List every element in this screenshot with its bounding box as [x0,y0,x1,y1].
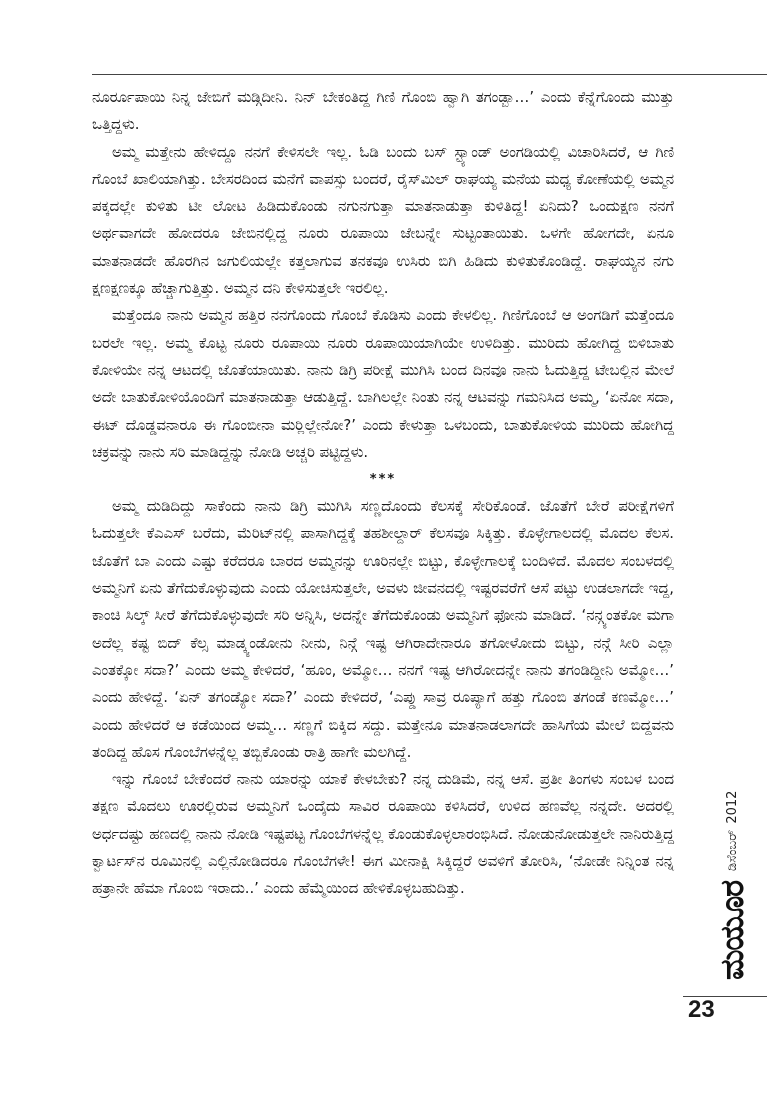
paragraph-3: ಮತ್ತೆಂದೂ ನಾನು ಅಮ್ಮನ ಹತ್ತಿರ ನನಗೊಂದು ಗೊಂಬೆ ಕೊಡಿಸು ಎಂದು ಕೇಳಲಿಲ್ಲ. ಗಿಣಿಗೊಂಬೆ ಆ ಅಂಗಡಿಗೆ ಮತ್ತೆಂದೂ ಬರಲೇ ಇಲ್ಲ. ಅಮ್ಮ ಕೊಟ್ಟ ನೂರು ರೂಪಾಯಿ ನೂರು ರೂಪಾಯಿಯಾಗಿಯೇ ಉಳಿದಿತ್ತು. ಮುರಿದು ಹೋಗಿದ್ದ ಬಿಳಿಬಾತು ಕೋಳಿಯೇ ನನ್ನ ಆಟದಲ್ಲಿ ಜೊತೆಯಾಯಿತು. ನಾನು ಡಿಗ್ರಿ ಪರೀಕ್ಷೆ ಮುಗಿಸಿ ಬಂದ ದಿನವೂ ನಾನು ಓದುತ್ತಿದ್ದ ಟೇಬಲ್ಲಿನ ಮೇಲೆ ಅದೇ ಬಾತುಕೋಳಿಯೊಂದಿಗೆ ಮಾತನಾಡುತ್ತಾ ಆಡುತ್ತಿದ್ದೆ. ಬಾಗಿಲಲ್ಲೇ ನಿಂತು ನನ್ನ ಆಟವನ್ನು ಗಮನಿಸಿದ ಅಮ್ಮ, ‘ಏನೋ ಸದಾ, ಈಟ್ ದೊಡ್ಡವನಾರೂ ಈ ಗೊಂಬೀನಾ ಮರ್‍ಲಿಲ್ಲೇನೋ?’ ಎಂದು ಕೇಳುತ್ತಾ ಒಳಬಂದು, ಬಾತುಕೋಳಿಯ ಮುರಿದು ಹೋಗಿದ್ದ ಚಕ್ರವನ್ನು ನಾನು ಸರಿ ಮಾಡಿದ್ದನ್ನು ನೋಡಿ ಅಚ್ಚರಿ ಪಟ್ಟಿದ್ದಳು. [92,307,674,461]
issue-year: 2012 [725,790,740,824]
page-number: 23 [688,996,715,1023]
paragraph-2: ಅಮ್ಮ ಮತ್ತೇನು ಹೇಳಿದ್ದೂ ನನಗೆ ಕೇಳಿಸಲೇ ಇಲ್ಲ. ಓಡಿ ಬಂದು ಬಸ್ ಸ್ಟ್ಯಾಂಡ್ ಅಂಗಡಿಯಲ್ಲಿ ವಿಚಾರಿಸಿದರೆ, ಆ ಗಿಣಿ ಗೊಂಬೆ ಖಾಲಿಯಾಗಿತ್ತು. ಬೇಸರದಿಂದ ಮನೆಗೆ ವಾಪಸ್ಸು ಬಂದರೆ, ರೈಸ್‌ಮಿಲ್ ರಾಘಯ್ಯ ಮನೆಯ ಮಧ್ಯ ಕೋಣೆಯಲ್ಲಿ ಅಮ್ಮನ ಪಕ್ಕದಲ್ಲೇ ಕುಳಿತು ಟೀ ಲೋಟ ಹಿಡಿದುಕೊಂಡು ನಗುನಗುತ್ತಾ ಮಾತನಾಡುತ್ತಾ ಕುಳಿತಿದ್ದ! ಏನಿದು? ಒಂದುಕ್ಷಣ ನನಗೆ ಅರ್ಥವಾಗದೇ ಹೋದರೂ ಜೇಬಿನಲ್ಲಿದ್ದ ನೂರು ರೂಪಾಯಿ ಜೇಬನ್ನೇ ಸುಟ್ಟಂತಾಯಿತು. ಒಳಗೇ ಹೋಗದೇ, ಏನೂ ಮಾತನಾಡದೇ ಹೊರಗಿನ ಜಗುಲಿಯಲ್ಲೇ ಕತ್ತಲಾಗುವ ತನಕವೂ ಉಸಿರು ಬಿಗಿ ಹಿಡಿದು ಕುಳಿತುಕೊಂಡಿದ್ದೆ. ರಾಘಯ್ಯನ ನಗು ಕ್ಷಣಕ್ಷಣಕ್ಕೂ ಹೆಚ್ಚಾಗುತ್ತಿತ್ತು. ಅಮ್ಮನ ದನಿ ಕೇಳಿಸುತ್ತಲೇ ಇರಲಿಲ್ಲ. [92,143,674,298]
section-separator: *** [369,472,397,488]
top-rule [92,74,767,75]
paragraph-4: ಅಮ್ಮ ದುಡಿದಿದ್ದು ಸಾಕೆಂದು ನಾನು ಡಿಗ್ರಿ ಮುಗಿಸಿ ಸಣ್ಣದೊಂದು ಕೆಲಸಕ್ಕೆ ಸೇರಿಕೊಂಡೆ. ಜೊತೆಗೆ ಬೇರೆ ಪರೀಕ್ಷೆಗಳಿಗೆ ಓದುತ್ತಲೇ ಕೆಎಎಸ್ ಬರೆದು, ಮೆರಿಟ್‌ನಲ್ಲಿ ಪಾಸಾಗಿದ್ದಕ್ಕೆ ತಹಶೀಲ್ದಾರ್ ಕೆಲಸವೂ ಸಿಕ್ಕಿತ್ತು. ಕೊಳ್ಳೇಗಾಲದಲ್ಲಿ ಮೊದಲ ಕೆಲಸ. ಜೊತೆಗೆ ಬಾ ಎಂದು ಎಷ್ಟು ಕರೆದರೂ ಬಾರದ ಅಮ್ಮನನ್ನು ಊರಿನಲ್ಲೇ ಬಿಟ್ಟು, ಕೊಳ್ಳೇಗಾಲಕ್ಕೆ ಬಂದಿಳಿದೆ. ಮೊದಲ ಸಂಬಳದಲ್ಲಿ ಅಮ್ಮನಿಗೆ ಏನು ತೆಗೆದುಕೊಳ್ಳುವುದು ಎಂದು ಯೋಚಿಸುತ್ತಲೇ, ಅವಳು ಜೀವನದಲ್ಲಿ ಇಷ್ಟರವರೆಗೆ ಆಸೆ ಪಟ್ಟು ಉಡಲಾಗದೇ ಇದ್ದ, ಕಾಂಚಿ ಸಿಲ್ಕ್ ಸೀರೆ ತೆಗೆದುಕೊಳ್ಳುವುದೇ ಸರಿ ಅನ್ನಿಸಿ, ಅದನ್ನೇ ತೆಗೆದುಕೊಂಡು ಅಮ್ಮನಿಗೆ ಫೋನು ಮಾಡಿದೆ. ‘ನನ್ಗ್ಯಂತಕೋ ಮಗಾ ಅದೆಲ್ಲ ಕಷ್ಟ ಬಿದ್ ಕೆಲ್ಸ ಮಾಡ್ಕ್ಯಂಡೋನು ನೀನು, ನಿನ್ಗೆ ಇಷ್ಟ ಆಗಿರಾದೇನಾರೂ ತಗೋಳೋದು ಬಿಟ್ಟು, ನನ್ಗೆ ಸೀರಿ ಎಲ್ಲಾ ಎಂತಕ್ಕೋ ಸದಾ?’ ಎಂದು ಅಮ್ಮ ಕೇಳಿದರೆ, ‘ಹೂಂ, ಅಮ್ಮೋ… ನನಗೆ ಇಷ್ಟ ಆಗಿರೋದನ್ನೇ ನಾನು ತಗಂಡಿದ್ದೀನಿ ಅಮ್ಮೋ…’ ಎಂದು ಹೇಳಿದ್ದೆ. ‘ಏನ್ ತಗಂಡ್ಯೋ ಸದಾ?’ ಎಂದು ಕೇಳಿದರೆ, ‘ಎಪ್ಡು ಸಾವ್ರ ರೂಪ್ಯಾಗೆ ಹತ್ತು ಗೊಂಬಿ ತಗಂಡೆ ಕಣಮ್ಮೋ…’ ಎಂದು ಹೇಳಿದರೆ ಆ ಕಡೆಯಿಂದ ಅಮ್ಮ… ಸಣ್ಣಗೆ ಬಿಕ್ಕಿದ ಸದ್ದು. ಮತ್ತೇನೂ ಮಾತನಾಡಲಾಗದೇ ಹಾಸಿಗೆಯ ಮೇಲೆ ಬಿದ್ದವನು ತಂದಿದ್ದ ಹೊಸ ಗೊಂಬೆಗಳನ್ನೆಲ್ಲ ತಬ್ಬಿಕೊಂಡು ರಾತ್ರಿ ಹಾಗೇ ಮಲಗಿದ್ದೆ. [92,498,674,761]
article-body [92,84,674,903]
paragraph-1: ನೂರ್ರೂಪಾಯಿ ನಿನ್ನ ಜೇಬಿಗೆ ಮಡ್ಗಿದೀನಿ. ನಿನ್ ಬೇಕಂತಿದ್ದ ಗಿಣಿ ಗೊಂಬಿ ಹ್ವಾಗಿ ತಗಂಡ್ಬಾ…’ ಎಂದು ಕೆನ್ನೆಗೊಂದು ಮುತ್ತು ಒತ್ತಿದ್ದಳು. [92,89,674,134]
magazine-logo: ಮಯೂರ [713,880,751,980]
paragraph-5: ಇನ್ನು ಗೊಂಬೆ ಬೇಕೆಂದರೆ ನಾನು ಯಾರನ್ನು ಯಾಕೆ ಕೇಳಬೇಕು? ನನ್ನ ದುಡಿಮೆ, ನನ್ನ ಆಸೆ. ಪ್ರತೀ ತಿಂಗಳು ಸಂಬಳ ಬಂದ ತಕ್ಷಣ ಮೊದಲು ಊರಲ್ಲಿರುವ ಅಮ್ಮನಿಗೆ ಒಂದೈದು ಸಾವಿರ ರೂಪಾಯಿ ಕಳಿಸಿದರೆ, ಉಳಿದ ಹಣವೆಲ್ಲ ನನ್ನದೇ. ಅದರಲ್ಲಿ ಅರ್ಧದಷ್ಟು ಹಣದಲ್ಲಿ ನಾನು ನೋಡಿ ಇಷ್ಟಪಟ್ಟ ಗೊಂಬೆಗಳನ್ನೆಲ್ಲ ಕೊಂಡುಕೊಳ್ಳಲಾರಂಭಿಸಿದೆ. ನೋಡುನೋಡುತ್ತಲೇ ನಾನಿರುತ್ತಿದ್ದ ಕ್ವಾರ್ಟಸ್‌ನ ರೂಮಿನಲ್ಲಿ ಎಲ್ಲಿನೋಡಿದರೂ ಗೊಂಬೆಗಳೇ! ಈಗ ಮೀನಾಕ್ಷಿ ಸಿಕ್ಕಿದ್ದರೆ ಅವಳಿಗೆ ತೋರಿಸಿ, ‘ನೋಡೇ ನಿನ್ನಿಂತ ನನ್ನ ಹತ್ರಾನೇ ಹೆಮಾ ಗೊಂಬಿ ಇರಾದು..’ ಎಂದು ಹೆಮ್ಮೆಯಿಂದ ಹೇಳಿಕೊಳ್ಳಬಹುದಿತ್ತು. [92,771,674,898]
issue-month: ಡಿಸೆಂಬರ್ [725,829,740,871]
masthead-strip [683,790,751,980]
